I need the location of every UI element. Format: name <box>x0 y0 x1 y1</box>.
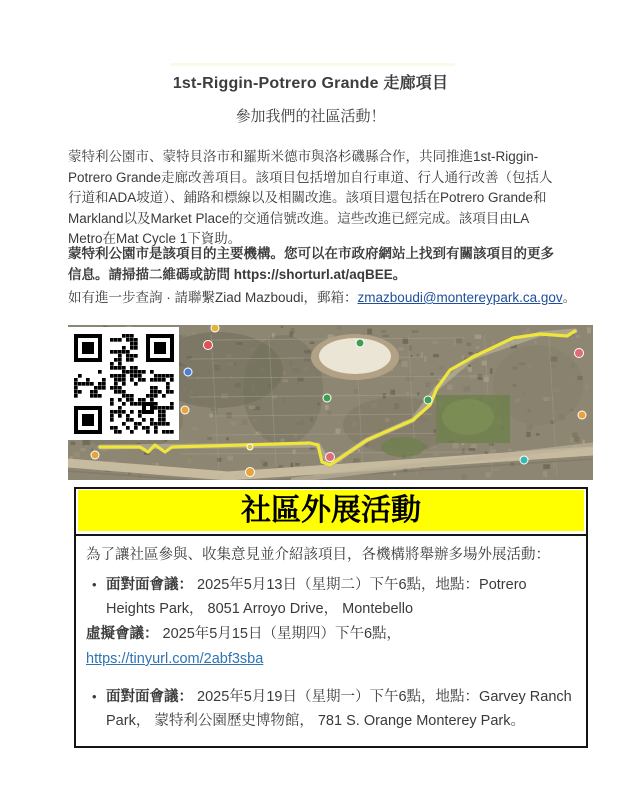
contact-paragraph <box>68 288 593 309</box>
contact-email-link[interactable]: zmazboudi@montereypark.ca.gov <box>357 290 563 305</box>
lead-agency-paragraph: 蒙特利公園市是該項目的主要機構。您可以在市政府網站上找到有關該項目的更多信息。請掃描二維碼或訪問 https://shorturl.at/aqBEE。 <box>68 246 554 282</box>
event-item-2 <box>86 622 576 672</box>
outreach-box <box>74 487 588 748</box>
outreach-body <box>76 536 586 746</box>
event-1-text: 2025年5月13日（星期二）下午6點，地點：Potrero Heights Park， 8051 Arroyo Drive， Montebello <box>106 576 527 617</box>
event-gap <box>86 672 576 685</box>
event-item-3 <box>86 685 576 734</box>
event-1-label: 面對面會議： <box>106 576 193 593</box>
event-2-text: 2025年5月15日（星期四）下午6點， <box>162 625 402 642</box>
faint-highlight-strip <box>170 63 455 66</box>
event-2-label: 虛擬會議： <box>86 625 159 642</box>
page-subtitle: 參加我們的社區活動！ <box>235 108 386 125</box>
event-3-label: 面對面會議： <box>106 688 193 705</box>
contact-text: 如有進一步查詢 · 請聯繫Ziad Mazboudi，郵箱： <box>68 290 358 305</box>
corridor-map-image <box>68 325 593 480</box>
event-3-text: 2025年5月19日（星期一）下午6點，地點：Garvey Ranch Park， 蒙特利公園歷史博物館， 781 S. Orange Monterey Park。 <box>106 688 572 729</box>
page-title: 1st-Riggin-Potrero Grande 走廊項目 <box>172 75 449 92</box>
intro-paragraph: 蒙特利公園市、蒙特貝洛市和羅斯米德市與洛杉磯縣合作，共同推進1st-Riggin-Potrero Grande走廊改善項目。該項目包括增加自行車道、行人通行改善（包括人行道和ADA坡道）、鋪路和標線以及相關改進。該項目還包括在Potrero Grande和Markland以及Market Place的交通信號改進。這些改進已經完成。該項目由LA Metro在Mat Cycle 1下資助。 <box>68 149 553 246</box>
contact-suffix: 。 <box>562 290 577 305</box>
outreach-intro: 為了讓社區參與、收集意見並介紹該項目，各機構將舉辦多場外展活動： <box>86 547 550 563</box>
virtual-meeting-link[interactable]: https://tinyurl.com/2abf3sba <box>86 651 264 667</box>
event-item-1 <box>86 573 576 622</box>
corridor-map-svg <box>68 325 593 480</box>
outreach-banner-title: 社區外展活動 <box>241 494 421 527</box>
outreach-banner <box>78 490 584 531</box>
